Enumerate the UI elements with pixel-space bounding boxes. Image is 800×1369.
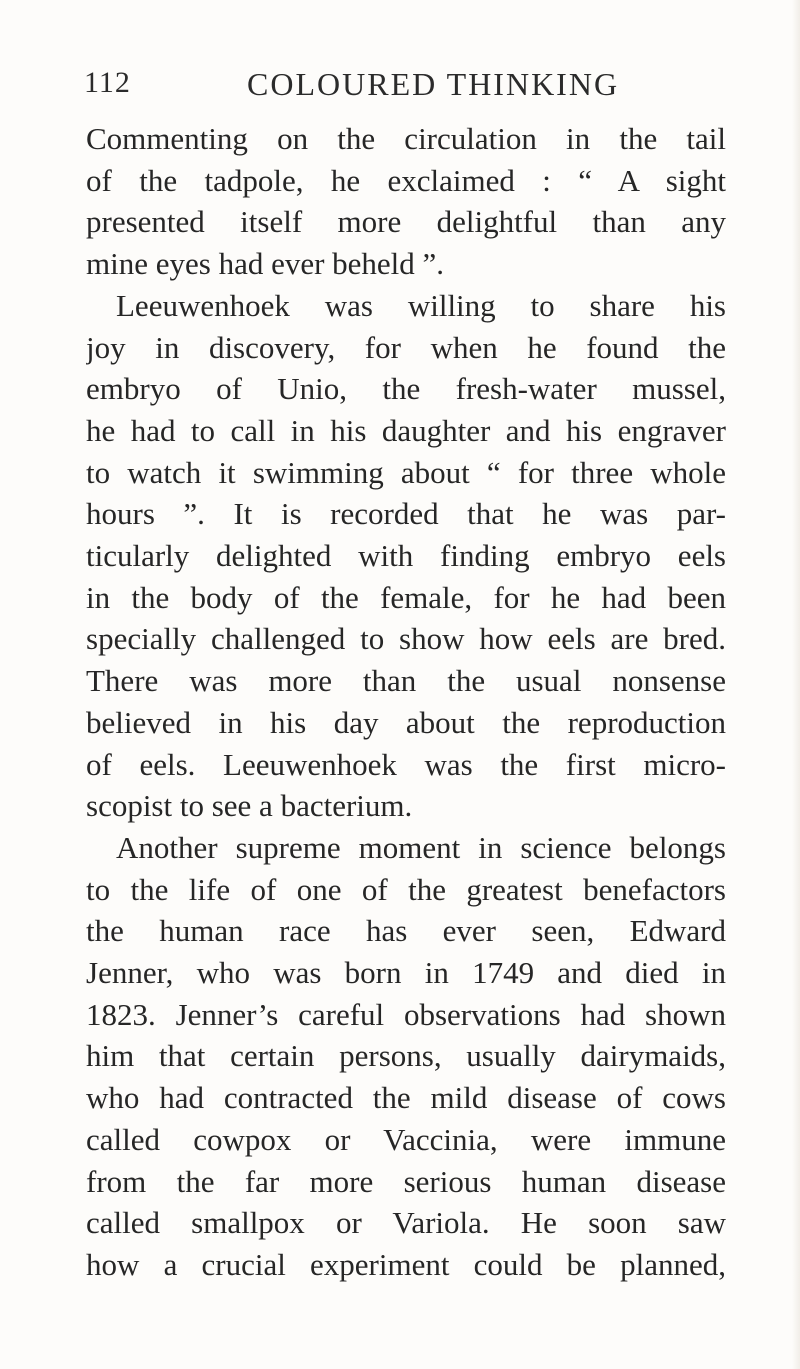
text-line: in the body of the female, for he had been (86, 579, 726, 615)
paragraph-2 (86, 285, 726, 827)
text-line: presented itself more delightful than any (86, 204, 726, 240)
text-line: Commenting on the circulation in the tail (86, 121, 726, 156)
paragraph-1 (86, 118, 726, 285)
body-text (86, 118, 726, 1286)
text-line: 1823. Jenner’s careful observations had shown (86, 996, 726, 1032)
text-line: from the far more serious human disease (86, 1163, 726, 1199)
text-line: believed in his day about the reproduction (86, 704, 726, 740)
text-line: scopist to see a bacterium. (86, 788, 413, 824)
text-line: who had contracted the mild disease of cows (86, 1080, 726, 1116)
text-line: specially challenged to show how eels are bred. (86, 621, 726, 657)
text-line: Leeuwenhoek was willing to share his (116, 287, 726, 323)
text-line: the human race has ever seen, Edward (86, 913, 726, 949)
page-number: 112 (84, 66, 131, 99)
text-line: Another supreme moment in science belongs (116, 829, 726, 865)
text-line: how a crucial experiment could be planned, (86, 1246, 726, 1282)
text-line: he had to call in his daughter and his engraver (86, 412, 726, 448)
text-line: Jenner, who was born in 1749 and died in (86, 955, 726, 991)
paragraph-3 (86, 827, 726, 1286)
text-line: to the life of one of the greatest benefactors (86, 871, 726, 907)
page-edge-shadow (792, 0, 800, 1369)
text-line: called smallpox or Variola. He soon saw (86, 1205, 726, 1241)
text-line: ticularly delighted with finding embryo eels (86, 538, 726, 574)
text-line: called cowpox or Vaccinia, were immune (86, 1121, 726, 1157)
page-header (84, 66, 724, 110)
text-line: hours ”. It is recorded that he was par- (86, 496, 726, 532)
text-line: embryo of Unio, the fresh-water mussel, (86, 371, 726, 407)
text-line: to watch it swimming about “ for three whole (86, 454, 726, 490)
text-line: There was more than the usual nonsense (86, 663, 726, 699)
text-line: mine eyes had ever beheld ”. (86, 246, 445, 282)
text-line: of the tadpole, he exclaimed : “ A sight (86, 162, 726, 198)
text-line: him that certain persons, usually dairymaids, (86, 1038, 726, 1074)
text-line: joy in discovery, for when he found the (86, 329, 726, 365)
text-line: of eels. Leeuwenhoek was the first micro- (86, 746, 726, 782)
running-head: COLOURED THINKING (247, 66, 620, 102)
